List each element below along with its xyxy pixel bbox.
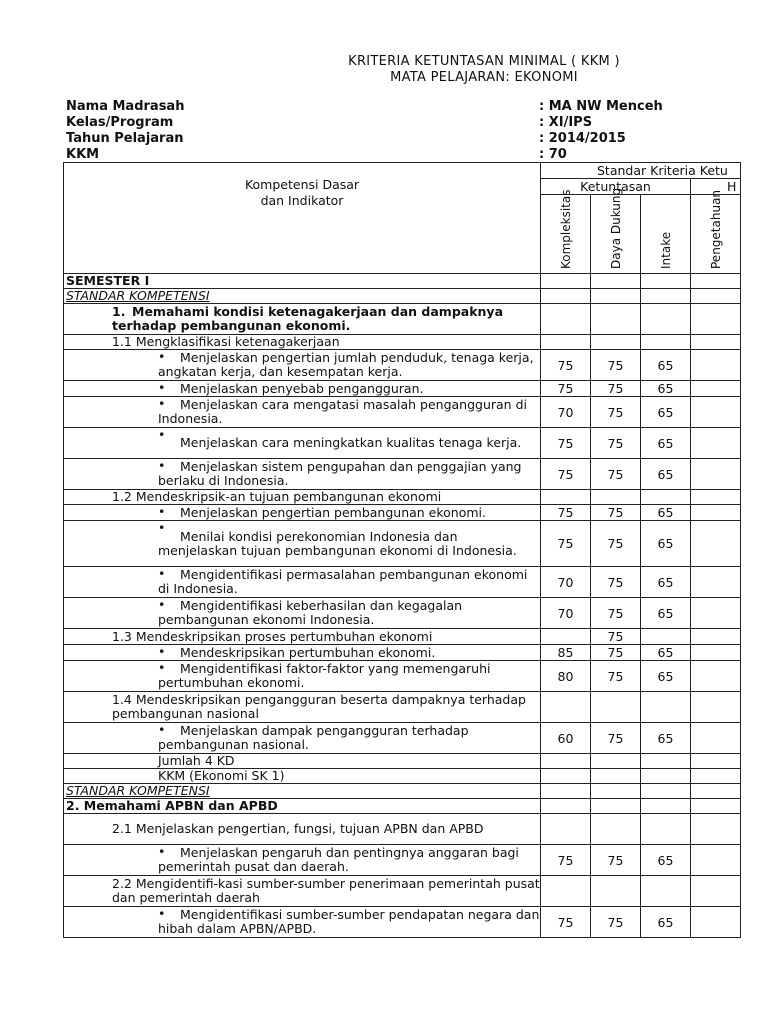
score-cell: 85 — [541, 645, 591, 661]
score-cell — [641, 769, 691, 784]
col-kompleksitas: Kompleksitas — [541, 195, 591, 274]
info-row-class: Kelas/Program : XI/IPS — [66, 115, 593, 130]
score-cell — [691, 381, 741, 397]
score-cell — [541, 784, 591, 799]
score-cell — [641, 814, 691, 845]
bullet-icon: • — [158, 458, 166, 473]
indicator: • Menjelaskan sistem pengupahan dan penggajian yang berlaku di Indonesia. — [64, 459, 541, 490]
table-row — [64, 567, 741, 598]
info-row-kkm: KKM : 70 — [66, 147, 567, 162]
score-cell: 65 — [641, 521, 691, 567]
score-cell — [641, 754, 691, 769]
score-cell — [541, 876, 591, 907]
basic-competency: 2.2 Mengidentifi-kasi sumber-sumber penerimaan pemerintah pusat dan pemerintah daerah — [64, 876, 541, 907]
score-cell — [641, 274, 691, 289]
summary-row-label: Jumlah 4 KD — [64, 754, 541, 769]
bullet-icon: • — [158, 722, 166, 737]
col-pengetahuan: Pengetahuan — [691, 195, 741, 274]
score-cell — [641, 799, 691, 814]
bullet-icon: • — [158, 396, 166, 411]
score-cell — [591, 289, 641, 304]
indicator: • Mengidentifikasi permasalahan pembangunan ekonomi di Indonesia. — [64, 567, 541, 598]
score-cell — [691, 754, 741, 769]
document-subtitle: MATA PELAJARAN: EKONOMI — [390, 70, 578, 85]
score-cell — [591, 304, 641, 335]
basic-competency: 2.1 Menjelaskan pengertian, fungsi, tujuan APBN dan APBD — [64, 814, 541, 845]
score-cell: 75 — [541, 907, 591, 938]
partial-header: H — [691, 179, 741, 195]
score-cell — [541, 274, 591, 289]
score-cell: 65 — [641, 567, 691, 598]
score-cell — [541, 769, 591, 784]
bullet-icon: • — [158, 380, 166, 395]
score-cell — [591, 799, 641, 814]
score-cell — [691, 521, 741, 567]
score-cell — [691, 567, 741, 598]
score-cell: 75 — [591, 629, 641, 645]
score-cell — [691, 907, 741, 938]
table-row — [64, 490, 741, 505]
score-cell: 65 — [641, 598, 691, 629]
score-cell — [691, 784, 741, 799]
bullet-icon: • — [158, 660, 166, 675]
competency-title: 2. Memahami APBN dan APBD — [64, 799, 541, 814]
score-cell: 75 — [591, 350, 641, 381]
score-cell — [691, 598, 741, 629]
bullet-icon: • — [158, 427, 166, 442]
competency-title: 1. Memahami kondisi ketenagakerjaan dan dampaknya terhadap pembangunan ekonomi. — [64, 304, 541, 335]
score-cell — [641, 784, 691, 799]
score-cell — [691, 876, 741, 907]
table-row — [64, 907, 741, 938]
score-cell: 75 — [591, 845, 641, 876]
table-row — [64, 661, 741, 692]
document-title: KRITERIA KETUNTASAN MINIMAL ( KKM ) — [348, 54, 620, 69]
score-cell — [691, 505, 741, 521]
score-cell: 75 — [541, 521, 591, 567]
score-cell — [691, 845, 741, 876]
summary-row-label: KKM (Ekonomi SK 1) — [64, 769, 541, 784]
bullet-icon: • — [158, 349, 166, 364]
score-cell: 65 — [641, 661, 691, 692]
basic-competency: 1.4 Mendeskripsikan pengangguran beserta dampaknya terhadap pembangunan nasional — [64, 692, 541, 723]
table-row — [64, 598, 741, 629]
table-row — [64, 723, 741, 754]
score-cell — [591, 784, 641, 799]
score-cell — [691, 335, 741, 350]
indicator: • Menjelaskan pengertian pembangunan ekonomi. — [64, 505, 541, 521]
score-cell: 75 — [591, 397, 641, 428]
score-cell: 80 — [541, 661, 591, 692]
table-row — [64, 397, 741, 428]
score-cell — [641, 490, 691, 505]
score-cell — [691, 661, 741, 692]
indicator: • Mengidentifikasi sumber-sumber pendapatan negara dan hibah dalam APBN/APBD. — [64, 907, 541, 938]
score-cell: 75 — [541, 845, 591, 876]
score-cell — [691, 397, 741, 428]
indicator: • Menilai kondisi perekonomian Indonesia dan menjelaskan tujuan pembangunan ekonomi di Indonesia. — [64, 521, 541, 567]
score-cell — [591, 490, 641, 505]
score-cell: 75 — [591, 381, 641, 397]
indicator: • Menjelaskan cara mengatasi masalah pengangguran di Indonesia. — [64, 397, 541, 428]
score-cell: 75 — [541, 350, 591, 381]
bullet-icon: • — [158, 644, 166, 659]
score-cell — [591, 814, 641, 845]
score-cell — [691, 304, 741, 335]
score-cell: 70 — [541, 397, 591, 428]
table-row — [64, 274, 741, 289]
score-cell — [691, 629, 741, 645]
score-cell: 75 — [591, 428, 641, 459]
table-row — [64, 814, 741, 845]
score-cell — [641, 629, 691, 645]
col-daya-dukung: Daya Dukung — [591, 195, 641, 274]
table-row — [64, 845, 741, 876]
table-row — [64, 505, 741, 521]
score-cell: 75 — [541, 459, 591, 490]
score-cell — [641, 876, 691, 907]
score-cell: 75 — [541, 505, 591, 521]
table-row — [64, 876, 741, 907]
score-cell: 75 — [591, 645, 641, 661]
score-cell: 70 — [541, 598, 591, 629]
table-row — [64, 521, 741, 567]
score-cell — [541, 799, 591, 814]
basic-competency: 1.1 Mengklasifikasi ketenagakerjaan — [64, 335, 541, 350]
score-cell: 75 — [541, 381, 591, 397]
table-row — [64, 428, 741, 459]
table-row — [64, 335, 741, 350]
score-cell — [691, 459, 741, 490]
score-cell: 65 — [641, 845, 691, 876]
score-cell: 75 — [591, 598, 641, 629]
score-cell: 75 — [591, 459, 641, 490]
score-cell — [691, 799, 741, 814]
bullet-icon: • — [158, 566, 166, 581]
score-cell — [541, 629, 591, 645]
standard-competency-label: STANDAR KOMPETENSI — [64, 784, 541, 799]
score-cell — [541, 692, 591, 723]
table-row — [64, 769, 741, 784]
table-row — [64, 350, 741, 381]
score-cell — [691, 692, 741, 723]
score-cell: 70 — [541, 567, 591, 598]
info-row-school: Nama Madrasah : MA NW Menceh — [66, 99, 663, 114]
score-cell — [591, 274, 641, 289]
score-cell — [541, 490, 591, 505]
standard-competency-label: STANDAR KOMPETENSI — [64, 289, 541, 304]
score-cell: 75 — [591, 723, 641, 754]
score-cell: 65 — [641, 645, 691, 661]
score-cell: 65 — [641, 907, 691, 938]
score-cell: 75 — [591, 521, 641, 567]
table-row — [64, 381, 741, 397]
col-intake: Intake — [641, 195, 691, 274]
school-info — [66, 99, 766, 163]
table-row — [64, 645, 741, 661]
bullet-icon: • — [158, 844, 166, 859]
indicator: • Mengidentifikasi faktor-faktor yang memengaruhi pertumbuhan ekonomi. — [64, 661, 541, 692]
basic-competency: 1.2 Mendeskripsik-an tujuan pembangunan ekonomi — [64, 490, 541, 505]
table-row — [64, 799, 741, 814]
score-cell — [541, 754, 591, 769]
score-cell — [691, 723, 741, 754]
score-cell: 75 — [591, 661, 641, 692]
table-row — [64, 784, 741, 799]
score-cell — [541, 289, 591, 304]
score-cell — [691, 814, 741, 845]
table-row — [64, 754, 741, 769]
score-cell — [591, 754, 641, 769]
info-row-year: Tahun Pelajaran : 2014/2015 — [66, 131, 626, 146]
indicator: • Menjelaskan pengertian jumlah penduduk, tenaga kerja, angkatan kerja, dan kesempatan kerja. — [64, 350, 541, 381]
score-cell — [591, 692, 641, 723]
score-cell — [691, 769, 741, 784]
score-cell — [541, 814, 591, 845]
table-row — [64, 289, 741, 304]
semester-label: SEMESTER I — [64, 274, 541, 289]
bullet-icon: • — [158, 504, 166, 519]
score-cell — [641, 304, 691, 335]
score-cell — [591, 769, 641, 784]
standard-header: Standar Kriteria Ketu — [541, 163, 741, 179]
score-cell — [691, 274, 741, 289]
score-cell: 65 — [641, 350, 691, 381]
indicator: • Menjelaskan dampak pengangguran terhadap pembangunan nasional. — [64, 723, 541, 754]
score-cell: 75 — [541, 428, 591, 459]
score-cell — [641, 289, 691, 304]
table-row — [64, 459, 741, 490]
indicator: • Menjelaskan pengaruh dan pentingnya anggaran bagi pemerintah pusat dan daerah. — [64, 845, 541, 876]
score-cell — [591, 335, 641, 350]
score-cell — [691, 289, 741, 304]
score-cell — [691, 428, 741, 459]
bullet-icon: • — [158, 906, 166, 921]
table-row — [64, 629, 741, 645]
score-cell: 60 — [541, 723, 591, 754]
table-row — [64, 692, 741, 723]
indicator: • Mendeskripsikan pertumbuhan ekonomi. — [64, 645, 541, 661]
score-cell: 75 — [591, 505, 641, 521]
score-cell — [591, 876, 641, 907]
basic-competency: 1.3 Mendeskripsikan proses pertumbuhan ekonomi — [64, 629, 541, 645]
score-cell: 65 — [641, 397, 691, 428]
table-row — [64, 304, 741, 335]
kkm-table — [63, 162, 741, 938]
score-cell — [691, 350, 741, 381]
score-cell — [691, 645, 741, 661]
score-cell: 65 — [641, 381, 691, 397]
score-cell: 75 — [591, 567, 641, 598]
bullet-icon: • — [158, 520, 166, 535]
score-cell: 65 — [641, 723, 691, 754]
score-cell: 65 — [641, 428, 691, 459]
ketuntasan-header: Ketuntasan — [541, 179, 691, 195]
indicator: • Mengidentifikasi keberhasilan dan kegagalan pembangunan ekonomi Indonesia. — [64, 598, 541, 629]
score-cell: 65 — [641, 459, 691, 490]
indicator: • Menjelaskan cara meningkatkan kualitas tenaga kerja. — [64, 428, 541, 459]
score-cell: 65 — [641, 505, 691, 521]
score-cell: 75 — [591, 907, 641, 938]
score-cell — [641, 335, 691, 350]
score-cell — [541, 304, 591, 335]
kd-header: Kompetensi Dasar dan Indikator — [64, 163, 541, 274]
score-cell — [641, 692, 691, 723]
score-cell — [541, 335, 591, 350]
bullet-icon: • — [158, 597, 166, 612]
score-cell — [691, 490, 741, 505]
indicator: • Menjelaskan penyebab pengangguran. — [64, 381, 541, 397]
